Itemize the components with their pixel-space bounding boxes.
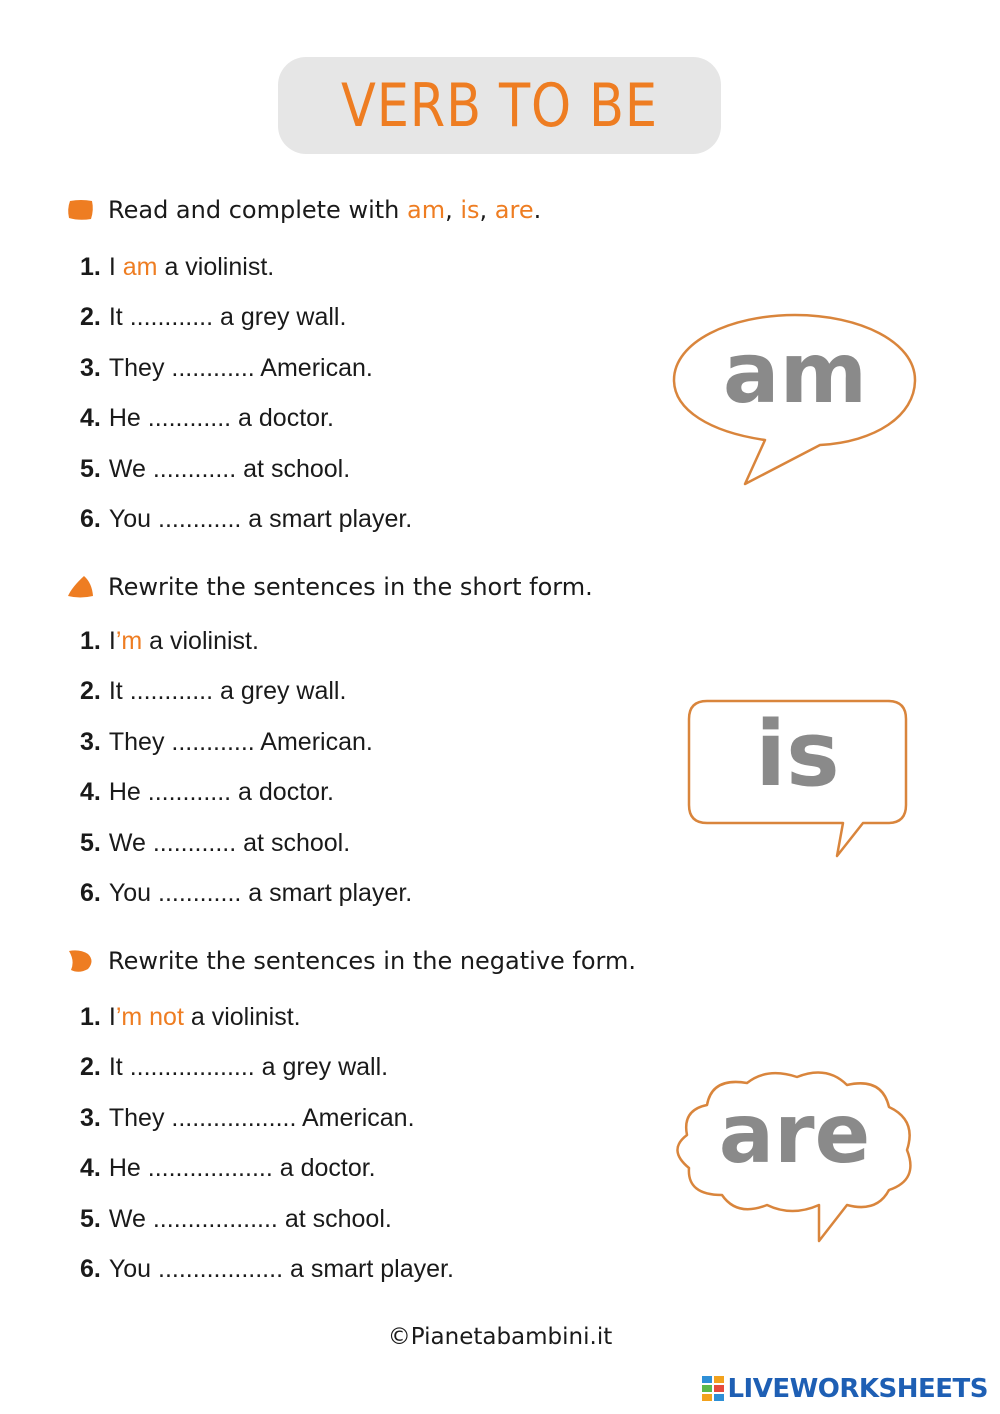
section-3-instruction: Rewrite the sentences in the negative form. — [108, 947, 637, 975]
list-item[interactable]: 5. We .................. at school. — [80, 1204, 392, 1233]
are-cloud-bubble — [667, 1065, 922, 1245]
title-banner — [278, 57, 721, 154]
list-item[interactable]: 3. They ............ American. — [80, 727, 373, 756]
copyright-text: ©Pianetabambini.it — [387, 1324, 613, 1350]
am-speech-bubble — [670, 312, 920, 490]
list-item[interactable]: 4. He ............ a doctor. — [80, 778, 334, 807]
list-item: 1. I’m a violinist. — [80, 627, 259, 655]
section-1-list — [80, 252, 412, 554]
list-item: 1. I’m not a violinist. — [80, 1003, 301, 1031]
list-item[interactable]: 6. You ............ a smart player. — [80, 504, 413, 533]
section-3-list — [80, 1002, 454, 1304]
list-item[interactable]: 6. You .................. a smart player. — [80, 1254, 454, 1283]
section-2-header — [66, 573, 593, 601]
is-bubble-word: is — [755, 702, 840, 807]
are-bubble-word: are — [718, 1087, 871, 1182]
section-bullet-icon — [66, 949, 96, 973]
list-item[interactable]: 2. It ............ a grey wall. — [80, 677, 347, 706]
section-1-header — [66, 196, 541, 224]
liveworksheets-logo-icon — [702, 1376, 724, 1402]
list-item[interactable]: 2. It ............ a grey wall. — [80, 303, 347, 332]
section-bullet-icon — [66, 575, 96, 599]
is-speech-bubble — [685, 698, 910, 860]
list-item[interactable]: 3. They .................. American. — [80, 1103, 415, 1132]
am-bubble-word: am — [722, 324, 868, 422]
list-item[interactable]: 4. He ............ a doctor. — [80, 404, 334, 433]
list-item: 1. I am a violinist. — [80, 253, 275, 281]
liveworksheets-brand[interactable] — [702, 1374, 988, 1404]
list-item[interactable]: 3. They ............ American. — [80, 353, 373, 382]
list-item[interactable]: 4. He .................. a doctor. — [80, 1154, 376, 1183]
liveworksheets-text: LIVEWORKSHEETS — [727, 1374, 988, 1404]
list-item[interactable]: 2. It .................. a grey wall. — [80, 1053, 389, 1082]
section-1-instruction: Read and complete with am, is, are. — [108, 196, 542, 224]
list-item[interactable]: 5. We ............ at school. — [80, 828, 351, 857]
section-2-instruction: Rewrite the sentences in the short form. — [108, 573, 593, 601]
list-item[interactable]: 6. You ............ a smart player. — [80, 878, 413, 907]
section-2-list — [80, 626, 412, 928]
page-title: VERB TO BE — [341, 70, 658, 141]
section-3-header — [66, 947, 636, 975]
section-bullet-icon — [66, 198, 96, 222]
list-item[interactable]: 5. We ............ at school. — [80, 454, 351, 483]
